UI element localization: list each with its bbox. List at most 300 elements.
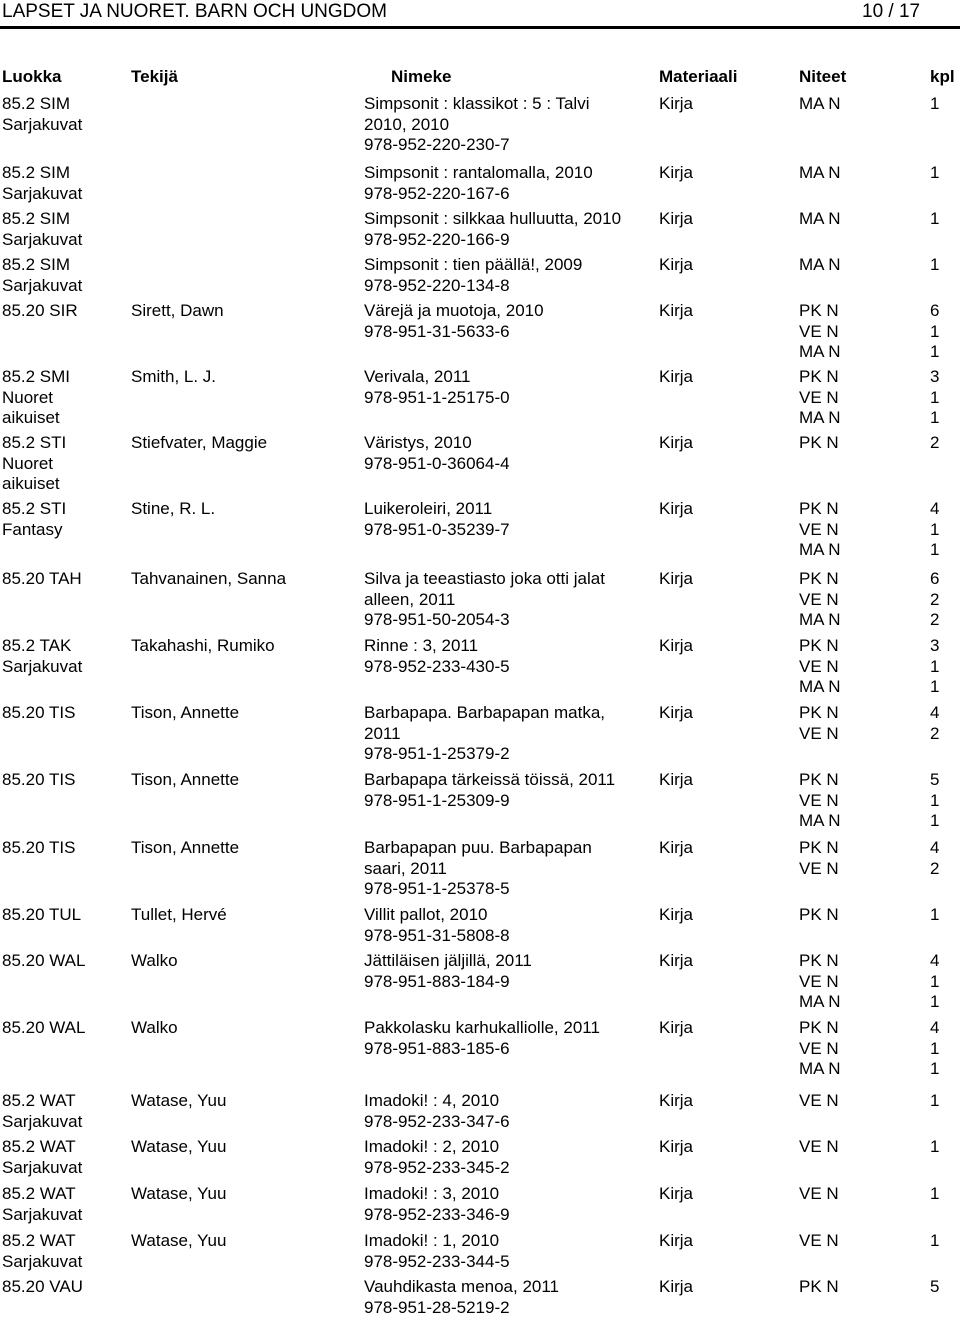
holding-location: VE N xyxy=(799,858,839,878)
class-cell-line: Sarjakuvat xyxy=(2,1157,83,1177)
author-cell: Watase, Yuu xyxy=(131,1091,227,1110)
list-item xyxy=(0,770,960,838)
class-cell-line: 85.20 WAL xyxy=(2,951,86,970)
holdings-count-cell xyxy=(930,905,958,926)
class-cell xyxy=(2,1091,126,1132)
class-cell-line: Nuoret xyxy=(2,387,54,407)
material-cell: Kirja xyxy=(659,1277,694,1296)
holding-location: MA N xyxy=(799,540,841,559)
title-cell-line: Rinne : 3, 2011 xyxy=(364,636,479,655)
class-cell-line: 85.20 VAU xyxy=(2,1277,83,1296)
class-cell xyxy=(2,703,126,724)
holdings-count-cell xyxy=(930,1018,958,1080)
holding-count: 4 xyxy=(930,951,940,970)
holding-count: 1 xyxy=(930,1231,940,1250)
holdings-count-cell xyxy=(930,94,958,115)
holding-location: VE N xyxy=(799,1231,839,1250)
holding-location: VE N xyxy=(799,1184,839,1203)
holdings-count-cell xyxy=(930,499,958,561)
holdings-count-cell xyxy=(930,433,958,454)
holdings-count-cell xyxy=(930,569,958,631)
holding-location: PK N xyxy=(799,770,839,789)
author-cell: Takahashi, Rumiko xyxy=(131,636,275,655)
holdings-location-cell xyxy=(799,433,919,454)
class-cell-line: aikuiset xyxy=(2,408,60,427)
holding-location: PK N xyxy=(799,1277,839,1296)
holding-count: 4 xyxy=(930,499,940,518)
title-cell xyxy=(364,367,654,408)
header-rule xyxy=(0,26,960,29)
holdings-location-cell xyxy=(799,1231,919,1252)
material-cell: Kirja xyxy=(659,433,694,452)
author-cell: Tison, Annette xyxy=(131,838,240,857)
class-cell xyxy=(2,770,126,791)
holding-location: VE N xyxy=(799,1091,839,1110)
page-number: 10 / 17 xyxy=(862,1,921,22)
material-cell: Kirja xyxy=(659,770,694,789)
column-header-class: Luokka xyxy=(2,67,62,86)
author-cell: Walko xyxy=(131,951,178,970)
title-cell xyxy=(364,301,654,342)
list-item xyxy=(0,1137,960,1184)
holding-location: VE N xyxy=(799,1038,839,1058)
title-cell-line: 2011 xyxy=(364,723,401,743)
holdings-count-cell xyxy=(930,367,958,429)
title-cell xyxy=(364,1184,654,1225)
holding-count: 3 xyxy=(930,636,940,655)
column-headers xyxy=(0,67,960,89)
holding-location: PK N xyxy=(799,301,839,320)
holdings-location-cell xyxy=(799,838,919,879)
class-cell-line: 85.2 SIM xyxy=(2,255,71,274)
holding-location: PK N xyxy=(799,1018,839,1037)
holding-location: PK N xyxy=(799,367,839,386)
holding-count: 2 xyxy=(930,433,940,452)
title-cell xyxy=(364,951,654,992)
list-item xyxy=(0,433,960,499)
list-item xyxy=(0,1231,960,1277)
holding-count: 6 xyxy=(930,301,940,320)
class-cell-line: Sarjakuvat xyxy=(2,1111,83,1131)
title-cell-line: 978-952-220-166-9 xyxy=(364,229,510,249)
author-cell: Stiefvater, Maggie xyxy=(131,433,268,452)
title-cell-line: Barbapapan puu. Barbapapan xyxy=(364,838,592,857)
holdings-count-cell xyxy=(930,636,958,698)
holdings-location-cell xyxy=(799,770,919,832)
title-cell-line: Simpsonit : klassikot : 5 : Talvi xyxy=(364,94,590,113)
column-header-material: Materiaali xyxy=(659,67,738,86)
class-cell-line: 85.2 SIM xyxy=(2,163,71,182)
title-cell xyxy=(364,209,654,250)
class-cell-line: 85.2 WAT xyxy=(2,1137,76,1156)
title-cell xyxy=(364,1018,654,1059)
title-cell-line: Värejä ja muotoja, 2010 xyxy=(364,301,544,320)
material-cell: Kirja xyxy=(659,94,694,113)
holding-location: VE N xyxy=(799,387,839,407)
holding-count: 4 xyxy=(930,1018,940,1037)
holdings-count-cell xyxy=(930,209,958,230)
holding-count: 1 xyxy=(930,1059,940,1078)
class-cell xyxy=(2,1231,126,1272)
list-item xyxy=(0,1184,960,1231)
holdings-location-cell xyxy=(799,703,919,744)
holding-count: 2 xyxy=(930,589,940,609)
column-header-notes: Niteet xyxy=(799,67,847,86)
class-cell-line: 85.20 TIS xyxy=(2,838,76,857)
holding-location: PK N xyxy=(799,499,839,518)
material-cell: Kirja xyxy=(659,367,694,386)
title-cell-line: Imadoki! : 4, 2010 xyxy=(364,1091,500,1110)
title-cell-line: Simpsonit : silkkaa hulluutta, 2010 xyxy=(364,209,622,228)
class-cell-line: 85.20 TAH xyxy=(2,569,82,588)
title-cell-line: 978-952-220-230-7 xyxy=(364,135,510,154)
holding-location: VE N xyxy=(799,723,839,743)
title-cell-line: Barbapapa tärkeissä töissä, 2011 xyxy=(364,770,616,789)
title-cell-line: 978-951-0-35239-7 xyxy=(364,519,510,539)
title-cell-line: 978-952-220-134-8 xyxy=(364,275,510,295)
page-title: LAPSET JA NUORET. BARN OCH UNGDOM xyxy=(2,1,387,22)
holdings-count-cell xyxy=(930,1277,958,1298)
class-cell-line: Nuoret xyxy=(2,453,54,473)
title-cell-line: 978-952-233-347-6 xyxy=(364,1111,510,1131)
class-cell xyxy=(2,1277,126,1298)
title-cell-line: Imadoki! : 1, 2010 xyxy=(364,1231,500,1250)
title-cell-line: alleen, 2011 xyxy=(364,589,456,609)
title-cell-line: 978-951-1-25309-9 xyxy=(364,790,510,810)
holding-location: PK N xyxy=(799,905,839,924)
title-cell xyxy=(364,569,654,631)
holdings-location-cell xyxy=(799,163,919,184)
holding-count: 1 xyxy=(930,209,940,228)
material-cell: Kirja xyxy=(659,569,694,588)
material-cell: Kirja xyxy=(659,838,694,857)
holdings-location-cell xyxy=(799,499,919,561)
holding-count: 1 xyxy=(930,1184,940,1203)
holding-count: 5 xyxy=(930,1277,940,1296)
holding-count: 1 xyxy=(930,321,940,341)
class-cell xyxy=(2,838,126,859)
class-cell xyxy=(2,499,126,540)
author-cell: Watase, Yuu xyxy=(131,1184,227,1203)
holdings-location-cell xyxy=(799,905,919,926)
holding-location: MA N xyxy=(799,209,841,228)
holding-count: 1 xyxy=(930,255,940,274)
title-cell-line: Villit pallot, 2010 xyxy=(364,905,488,924)
holding-location: MA N xyxy=(799,677,841,696)
title-cell-line: 978-951-1-25378-5 xyxy=(364,879,510,898)
material-cell: Kirja xyxy=(659,1184,694,1203)
class-cell-line: 85.2 SIM xyxy=(2,209,71,228)
material-cell: Kirja xyxy=(659,636,694,655)
list-item xyxy=(0,703,960,770)
author-cell: Tison, Annette xyxy=(131,703,240,722)
title-cell-line: 978-951-31-5808-8 xyxy=(364,925,510,945)
entries-list xyxy=(0,94,960,1323)
title-cell xyxy=(364,433,654,474)
list-item xyxy=(0,838,960,905)
material-cell: Kirja xyxy=(659,1231,694,1250)
holdings-location-cell xyxy=(799,636,919,698)
column-header-title: Nimeke xyxy=(391,67,452,86)
holding-location: MA N xyxy=(799,94,841,113)
title-cell-line: 978-952-233-346-9 xyxy=(364,1204,510,1224)
holding-count: 1 xyxy=(930,408,940,427)
title-cell xyxy=(364,255,654,296)
title-cell-line: Imadoki! : 2, 2010 xyxy=(364,1137,500,1156)
holding-location: VE N xyxy=(799,519,839,539)
holdings-location-cell xyxy=(799,367,919,429)
material-cell: Kirja xyxy=(659,1137,694,1156)
class-cell xyxy=(2,1018,126,1039)
title-cell xyxy=(364,1277,654,1318)
title-cell-line: Silva ja teeastiasto joka otti jalat xyxy=(364,569,605,588)
title-cell-line: 978-951-883-184-9 xyxy=(364,971,510,991)
title-cell xyxy=(364,1091,654,1132)
class-cell xyxy=(2,905,126,926)
class-cell xyxy=(2,255,126,296)
title-cell xyxy=(364,1137,654,1178)
title-cell-line: Verivala, 2011 xyxy=(364,367,471,386)
holding-location: PK N xyxy=(799,951,839,970)
material-cell: Kirja xyxy=(659,301,694,320)
holding-location: VE N xyxy=(799,656,839,676)
holding-location: MA N xyxy=(799,342,841,361)
holding-location: PK N xyxy=(799,838,839,857)
title-cell xyxy=(364,499,654,540)
title-cell xyxy=(364,1231,654,1272)
holding-location: MA N xyxy=(799,163,841,182)
holding-count: 5 xyxy=(930,770,940,789)
holding-count: 1 xyxy=(930,656,940,676)
class-cell xyxy=(2,1184,126,1225)
class-cell-line: Sarjakuvat xyxy=(2,229,83,249)
holdings-count-cell xyxy=(930,163,958,184)
holdings-count-cell xyxy=(930,1231,958,1252)
holding-location: MA N xyxy=(799,408,841,427)
holding-count: 1 xyxy=(930,677,940,696)
title-cell-line: Imadoki! : 3, 2010 xyxy=(364,1184,500,1203)
holding-count: 1 xyxy=(930,1038,940,1058)
holding-count: 1 xyxy=(930,971,940,991)
material-cell: Kirja xyxy=(659,703,694,722)
author-cell: Tison, Annette xyxy=(131,770,240,789)
holding-count: 1 xyxy=(930,992,940,1011)
class-cell-line: Sarjakuvat xyxy=(2,1204,83,1224)
holdings-location-cell xyxy=(799,1091,919,1112)
list-item xyxy=(0,905,960,951)
holdings-count-cell xyxy=(930,703,958,744)
class-cell xyxy=(2,367,126,429)
holdings-location-cell xyxy=(799,209,919,230)
holding-count: 1 xyxy=(930,387,940,407)
list-item xyxy=(0,569,960,636)
holding-location: VE N xyxy=(799,790,839,810)
holding-location: PK N xyxy=(799,636,839,655)
holdings-location-cell xyxy=(799,569,919,631)
class-cell xyxy=(2,163,126,204)
class-cell-line: 85.20 SIR xyxy=(2,301,78,320)
holdings-count-cell xyxy=(930,1091,958,1112)
holding-location: MA N xyxy=(799,610,841,629)
holding-count: 1 xyxy=(930,519,940,539)
material-cell: Kirja xyxy=(659,1091,694,1110)
holding-count: 4 xyxy=(930,703,940,722)
list-item xyxy=(0,951,960,1018)
class-cell xyxy=(2,209,126,250)
title-cell xyxy=(364,94,654,156)
holding-location: VE N xyxy=(799,1137,839,1156)
class-cell-line: Sarjakuvat xyxy=(2,656,83,676)
class-cell-line: 85.2 SIM xyxy=(2,94,71,113)
holdings-count-cell xyxy=(930,1137,958,1158)
holdings-location-cell xyxy=(799,1277,919,1298)
holding-count: 1 xyxy=(930,811,940,830)
class-cell-line: 85.2 WAT xyxy=(2,1184,76,1203)
holding-location: VE N xyxy=(799,589,839,609)
holding-count: 1 xyxy=(930,163,940,182)
holding-count: 6 xyxy=(930,569,940,588)
title-cell-line: 978-951-28-5219-2 xyxy=(364,1297,510,1317)
title-cell-line: Jättiläisen jäljillä, 2011 xyxy=(364,951,532,970)
class-cell xyxy=(2,636,126,677)
holding-location: MA N xyxy=(799,1059,841,1078)
holding-count: 1 xyxy=(930,790,940,810)
title-cell-line: 978-951-1-25379-2 xyxy=(364,744,510,763)
author-cell: Walko xyxy=(131,1018,178,1037)
holding-count: 4 xyxy=(930,838,940,857)
list-item xyxy=(0,636,960,703)
holding-count: 1 xyxy=(930,1137,940,1156)
holding-count: 1 xyxy=(930,94,940,113)
holdings-location-cell xyxy=(799,301,919,363)
material-cell: Kirja xyxy=(659,1018,694,1037)
class-cell-line: Sarjakuvat xyxy=(2,183,83,203)
title-cell xyxy=(364,770,654,811)
holding-count: 2 xyxy=(930,610,940,629)
holdings-count-cell xyxy=(930,1184,958,1205)
material-cell: Kirja xyxy=(659,255,694,274)
class-cell xyxy=(2,951,126,972)
holding-location: PK N xyxy=(799,569,839,588)
author-cell: Tahvanainen, Sanna xyxy=(131,569,287,588)
holdings-count-cell xyxy=(930,255,958,276)
holding-location: MA N xyxy=(799,992,841,1011)
class-cell xyxy=(2,301,126,322)
list-item xyxy=(0,367,960,433)
class-cell xyxy=(2,94,126,135)
class-cell-line: aikuiset xyxy=(2,474,60,493)
material-cell: Kirja xyxy=(659,499,694,518)
class-cell xyxy=(2,1137,126,1178)
class-cell-line: 85.20 WAL xyxy=(2,1018,86,1037)
class-cell xyxy=(2,569,126,590)
author-cell: Stine, R. L. xyxy=(131,499,216,518)
holdings-location-cell xyxy=(799,255,919,276)
holding-location: MA N xyxy=(799,811,841,830)
holding-location: VE N xyxy=(799,971,839,991)
material-cell: Kirja xyxy=(659,209,694,228)
author-cell: Tullet, Hervé xyxy=(131,905,227,924)
title-cell-line: 978-951-0-36064-4 xyxy=(364,453,510,473)
page-header xyxy=(0,0,960,28)
title-cell-line: 978-952-233-345-2 xyxy=(364,1157,510,1177)
list-item xyxy=(0,255,960,301)
title-cell-line: Väristys, 2010 xyxy=(364,433,472,452)
list-item xyxy=(0,1091,960,1137)
title-cell xyxy=(364,703,654,765)
title-cell xyxy=(364,905,654,946)
title-cell xyxy=(364,636,654,677)
title-cell-line: 978-951-1-25175-0 xyxy=(364,387,510,407)
class-cell-line: Sarjakuvat xyxy=(2,1251,83,1271)
title-cell-line: 978-951-50-2054-3 xyxy=(364,610,510,629)
class-cell-line: Sarjakuvat xyxy=(2,275,83,295)
class-cell-line: 85.20 TIS xyxy=(2,703,76,722)
holding-count: 1 xyxy=(930,1091,940,1110)
list-item xyxy=(0,1277,960,1323)
holdings-count-cell xyxy=(930,838,958,879)
title-cell-line: 2010, 2010 xyxy=(364,114,450,134)
holding-count: 1 xyxy=(930,540,940,559)
class-cell-line: Fantasy xyxy=(2,519,63,539)
holding-count: 2 xyxy=(930,858,940,878)
holding-count: 2 xyxy=(930,723,940,743)
column-header-count: kpl xyxy=(930,67,955,86)
holding-location: MA N xyxy=(799,255,841,274)
class-cell-line: 85.2 SMI xyxy=(2,367,71,386)
holdings-count-cell xyxy=(930,770,958,832)
title-cell-line: Simpsonit : rantalomalla, 2010 xyxy=(364,163,593,182)
author-cell: Watase, Yuu xyxy=(131,1137,227,1156)
title-cell-line: 978-951-883-185-6 xyxy=(364,1038,510,1058)
class-cell-line: 85.2 WAT xyxy=(2,1091,76,1110)
author-cell: Watase, Yuu xyxy=(131,1231,227,1250)
holding-location: VE N xyxy=(799,321,839,341)
title-cell-line: Simpsonit : tien päällä!, 2009 xyxy=(364,255,583,274)
holdings-location-cell xyxy=(799,1184,919,1205)
title-cell-line: 978-952-233-344-5 xyxy=(364,1251,510,1271)
title-cell-line: 978-952-220-167-6 xyxy=(364,183,510,203)
holding-count: 1 xyxy=(930,342,940,361)
title-cell xyxy=(364,838,654,900)
list-item xyxy=(0,94,960,163)
class-cell-line: 85.2 WAT xyxy=(2,1231,76,1250)
title-cell-line: Barbapapa. Barbapapan matka, xyxy=(364,703,606,722)
holdings-count-cell xyxy=(930,301,958,363)
holding-location: PK N xyxy=(799,433,839,452)
material-cell: Kirja xyxy=(659,905,694,924)
class-cell xyxy=(2,433,126,495)
material-cell: Kirja xyxy=(659,951,694,970)
title-cell-line: 978-952-233-430-5 xyxy=(364,656,510,676)
holding-location: PK N xyxy=(799,703,839,722)
holding-count: 1 xyxy=(930,905,940,924)
title-cell xyxy=(364,163,654,204)
holdings-location-cell xyxy=(799,1137,919,1158)
column-header-author: Tekijä xyxy=(131,67,178,86)
class-cell-line: 85.20 TIS xyxy=(2,770,76,789)
class-cell-line: 85.2 STI xyxy=(2,499,67,518)
list-item xyxy=(0,163,960,209)
author-cell: Sirett, Dawn xyxy=(131,301,224,320)
class-cell-line: Sarjakuvat xyxy=(2,114,83,134)
title-cell-line: Pakkolasku karhukalliolle, 2011 xyxy=(364,1018,600,1037)
title-cell-line: Luikeroleiri, 2011 xyxy=(364,499,493,518)
list-item xyxy=(0,499,960,569)
holdings-location-cell xyxy=(799,1018,919,1080)
material-cell: Kirja xyxy=(659,163,694,182)
holdings-count-cell xyxy=(930,951,958,1013)
